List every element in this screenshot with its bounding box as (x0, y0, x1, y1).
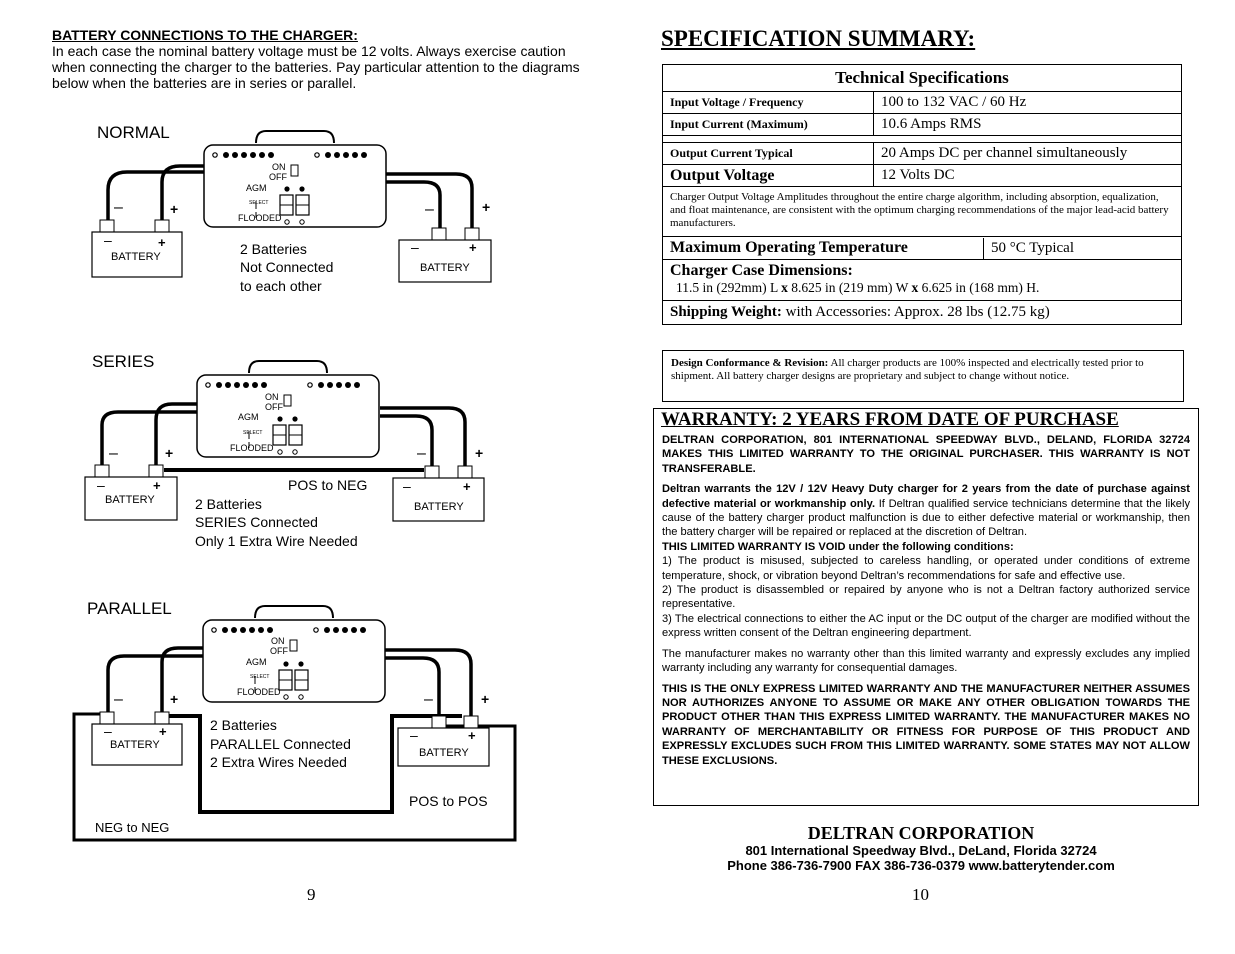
warranty-void-heading: THIS LIMITED WARRANTY IS VOID under the following conditions: (662, 540, 1014, 553)
terminal-minus: – (114, 199, 123, 216)
agm-label: AGM (238, 412, 259, 422)
output-current-label: Output Current Typical (663, 143, 874, 165)
terminal-minus: – (114, 691, 123, 708)
terminal-plus: + (170, 691, 179, 707)
technical-specifications-table (662, 64, 1182, 325)
shipping-weight-row (663, 301, 1182, 325)
battery-plus: + (153, 478, 161, 493)
battery-label: BATTERY (105, 494, 155, 506)
series-caption-line: SERIES Connected (195, 514, 318, 530)
parallel-caption-line: 2 Extra Wires Needed (210, 754, 347, 770)
diagram-parallel-title: PARALLEL (87, 599, 172, 618)
warranty-bold-text: Deltran warrants the 12V / 12V Heavy Duty charger for 2 years from the date of purchase against defective material or workmanship only. (662, 483, 1190, 510)
output-voltage-value: 12 Volts DC (874, 165, 1182, 187)
warranty-condition: 1) The product is misused, subjected to careless handling, or operated under conditions of extreme temperature, shock, or vibration beyond Deltran’s recommendations for safe and effective use. (662, 555, 1190, 582)
battery-plus: + (469, 240, 477, 255)
battery-connections-intro: In each case the nominal battery voltage must be 12 volts. Always exercise caution when connecting the charger to the batteries. Pay particular attention to the diagrams below when the batteries are in series or parallel. (52, 43, 580, 91)
right-page-number: 10 (912, 885, 929, 904)
terminal-minus: – (424, 691, 433, 708)
terminal-minus: – (417, 445, 426, 462)
case-dimensions-x: x (781, 280, 788, 295)
output-voltage-label: Output Voltage (663, 165, 874, 187)
battery-minus: – (403, 478, 411, 494)
series-caption-line: 2 Batteries (195, 496, 262, 512)
specification-summary-title: SPECIFICATION SUMMARY: (661, 26, 976, 51)
battery-minus: – (410, 727, 418, 743)
off-label: OFF (269, 172, 287, 182)
table-header: Technical Specifications (663, 65, 1182, 92)
warranty-box (653, 408, 1199, 806)
battery-minus: – (97, 477, 105, 493)
table-spacer (663, 136, 1182, 143)
series-connection-label: POS to NEG (288, 477, 368, 493)
normal-caption-line: to each other (240, 278, 322, 294)
flooded-label: FLOODED (237, 687, 281, 697)
terminal-plus: + (165, 445, 174, 461)
warranty-paragraph: THIS IS THE ONLY EXPRESS LIMITED WARRANTY AND THE MANUFACTURER NEITHER ASSUMES NOR AUTHORIZES ANYONE TO ASSUME OR MAKE ANY OTHER OBLIGATION TOWARDS THE PRODUCT OTHER THAN THIS EXPRESS LIMITED WARRANTY. THE MANUFACTURER MAKES NO WARRANTY OF MERCHANTABILITY OR FITNESS FOR PURPOSE OF THIS PRODUCT AND EXPRESSLY EXCLUDES SUCH FROM THIS LIMITED WARRANTY. SOME STATES MAY NOT ALLOW THESE EXCLUSIONS. (662, 682, 1190, 767)
max-temp-label: Maximum Operating Temperature (663, 238, 984, 259)
diagram-normal-title: NORMAL (97, 123, 170, 142)
shipping-weight-value: with Accessories: Approx. 28 lbs (12.75 kg) (781, 304, 1050, 320)
battery-plus: + (463, 479, 471, 494)
output-current-value: 20 Amps DC per channel simultaneously (874, 143, 1182, 165)
warranty-paragraph: DELTRAN CORPORATION, 801 INTERNATIONAL SPEEDWAY BLVD., DELAND, FLORIDA 32724 MAKES THIS LIMITED WARRANTY TO THE ORIGINAL PURCHASER. THIS WARRANTY IS NOT TRANSFERABLE. (662, 434, 1190, 475)
battery-label: BATTERY (420, 262, 470, 274)
diagram-series (85, 352, 484, 549)
warranty-paragraph (662, 482, 1190, 540)
terminal-plus: + (475, 445, 484, 461)
design-conformance-label: Design Conformance & Revision: (671, 357, 829, 369)
off-label: OFF (270, 646, 288, 656)
design-conformance-text: All charger products are 100% inspected and electrically tested prior to shipment. All battery charger designs are proprietary and subject to change without notice. (671, 357, 1144, 382)
neg-to-neg-label: NEG to NEG (95, 820, 170, 835)
wiring-diagrams (52, 100, 532, 865)
warranty-paragraph: The manufacturer makes no warranty other than this limited warranty and expressly excludes any implied warranty including any warranty for consequential damages. (662, 647, 1190, 675)
terminal-plus: + (170, 201, 179, 217)
series-caption-line: Only 1 Extra Wire Needed (195, 533, 358, 549)
battery-plus: + (158, 235, 166, 250)
battery-plus: + (159, 724, 167, 739)
terminal-plus: + (481, 691, 490, 707)
battery-minus: – (104, 232, 112, 248)
parallel-caption-line: 2 Batteries (210, 717, 277, 733)
battery-minus: – (104, 723, 112, 739)
off-label: OFF (265, 402, 283, 412)
flooded-label: FLOODED (238, 213, 282, 223)
agm-label: AGM (246, 183, 267, 193)
flooded-label: FLOODED (230, 443, 274, 453)
input-current-value: 10.6 Amps RMS (874, 114, 1182, 136)
diagram-parallel (74, 599, 515, 840)
select-label: SELECT (249, 200, 269, 206)
input-voltage-value: 100 to 132 VAC / 60 Hz (874, 92, 1182, 114)
output-voltage-note: Charger Output Voltage Amplitudes throughout the entire charge algorithm, including absorption, equalization, and float maintenance, are consistent with the optimum charging recommendations of the major lead-acid battery manufacturers. (663, 187, 1182, 237)
left-page-number: 9 (307, 885, 316, 904)
diagram-normal (92, 123, 491, 294)
pos-to-pos-label: POS to POS (409, 793, 488, 809)
case-dimensions-label: Charger Case Dimensions: (670, 262, 853, 279)
case-dimensions-value (670, 280, 1174, 296)
case-dimensions-x: x (911, 280, 919, 295)
agm-label: AGM (246, 657, 267, 667)
warranty-condition: 3) The electrical connections to either the AC input or the DC output of the charger are modified without the express written consent of the Deltran engineering department. (662, 612, 1190, 640)
battery-minus: – (411, 239, 419, 255)
corporation-address: 801 International Speedway Blvd., DeLand, Florida 32724 (745, 843, 1097, 858)
battery-plus: + (468, 728, 476, 743)
battery-connections-heading: BATTERY CONNECTIONS TO THE CHARGER: (52, 27, 358, 43)
max-temp-value: 50 °C Typical (991, 239, 1074, 256)
case-dimensions-part: 8.625 in (219 mm) W (787, 280, 912, 295)
corporation-contact: Phone 386-736-7900 FAX 386-736-0379 www.batterytender.com (727, 858, 1115, 873)
diagram-series-title: SERIES (92, 352, 155, 371)
normal-caption-line: 2 Batteries (240, 241, 307, 257)
case-dimensions-part: 6.625 in (168 mm) H. (918, 280, 1040, 295)
on-label: ON (265, 392, 279, 402)
terminal-minus: – (425, 201, 434, 218)
warranty-title: WARRANTY: 2 YEARS FROM DATE OF PURCHASE (661, 409, 1119, 430)
battery-label: BATTERY (111, 251, 161, 263)
battery-label: BATTERY (414, 501, 464, 513)
battery-label: BATTERY (110, 739, 160, 751)
corporation-name: DELTRAN CORPORATION (807, 823, 1035, 843)
warranty-text: If Deltran qualified service technicians determine that the likely cause of the battery charger product malfunction is due to either defective material or workmanship, then the battery charger will be repaired or replaced at the discretion of Deltran. (662, 497, 1190, 539)
select-label: SELECT (243, 430, 263, 436)
terminal-plus: + (482, 199, 491, 215)
parallel-caption-line: PARALLEL Connected (210, 736, 351, 752)
select-label: SELECT (250, 674, 270, 680)
terminal-minus: – (109, 445, 118, 462)
case-dimensions-part: 11.5 in (292mm) L (676, 280, 782, 295)
on-label: ON (271, 636, 285, 646)
normal-caption-line: Not Connected (240, 259, 334, 275)
design-conformance-box (662, 350, 1184, 402)
input-current-label: Input Current (Maximum) (663, 114, 874, 136)
battery-label: BATTERY (419, 747, 469, 759)
input-voltage-label: Input Voltage / Frequency (663, 92, 874, 114)
shipping-weight-label: Shipping Weight: (670, 304, 782, 320)
warranty-condition: 2) The product is disassembled or repaired by anyone who is not a Deltran factory authorized service representative. (662, 584, 1190, 611)
on-label: ON (272, 162, 286, 172)
